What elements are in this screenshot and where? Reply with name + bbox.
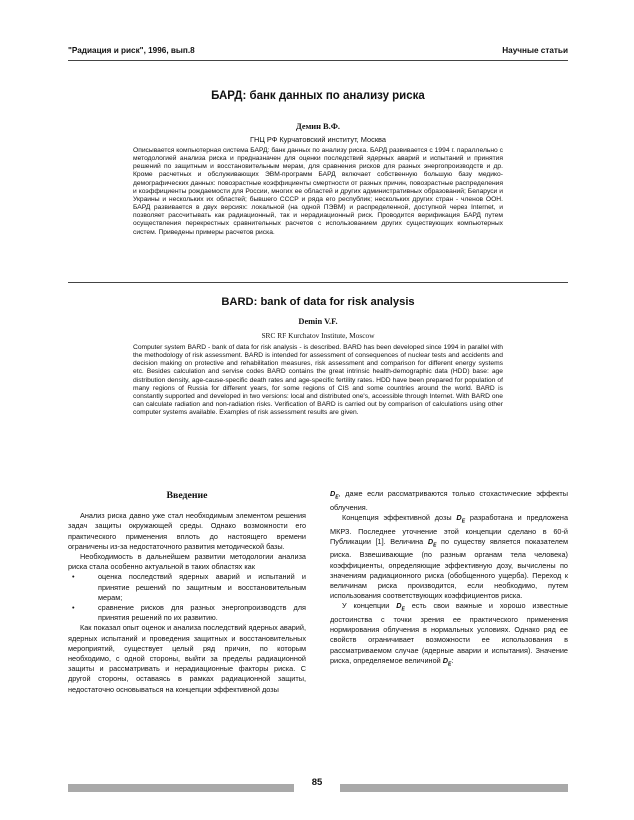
paragraph-1: Анализ риска давно уже стал необходимым элементом решения задач защиты окружающей среды. Однако возможности его практического применения вплоть до настоящего времени ограничены из-за недостаточного развития методической базы.	[68, 511, 306, 551]
list-item: • оценка последствий ядерных аварий и испытаний и принятие решений по защитным и восстановительным мерам;	[72, 572, 306, 602]
right-column	[330, 489, 568, 670]
footer-bar-left	[68, 784, 294, 792]
section-label: Научные статьи	[502, 46, 568, 55]
effective-dose-symbol: $D_E$	[427, 536, 437, 549]
journal-citation: "Радиация и риск", 1996, вып.8	[68, 46, 195, 55]
section-title: Введение	[166, 490, 208, 501]
list-item: • сравнение рисков для разных энергопроизводств для принятия решений по их развитию.	[72, 603, 306, 623]
bullet-list	[68, 572, 306, 623]
affiliation-ru: ГНЦ РФ Курчатовский институт, Москва	[249, 135, 387, 144]
effective-dose-symbol: $D_E$	[442, 655, 452, 668]
effective-dose-symbol: $D_E$	[396, 601, 405, 613]
title-ru: БАРД: банк данных по анализу риска	[211, 90, 425, 102]
effective-dose-symbol: $D_E$	[456, 512, 466, 525]
abstract-ru: Описывается компьютерная система БАРД: банк данных по анализу риска. БАРД развивается с 1994 г. параллельно с методологией анализа риска и предназначен для оценки последствий ядерных аварий и испытаний и принятия решений по защитным и восстановительным мерам, для сравнения рисков для разных энергопроизводств и др. Кроме расчетных и обслуживающих ЭВМ-программ БАРД включает собственную большую базу медико-демографических данных: повозрастные коэффициенты смертности от разных причин, повозрастные распределения и коэффициенты рождаемости для России, многих ее областей и других административных образований; Беларуси и Украины и нескольких их областей; бывшего СССР и ряда его республик; нескольких других стран - членов ООН. БАРД развивается в двух версиях: локальной (на одной ПЭВМ) и распределенной, доступной через Internet, и позволяет рассчитывать как радиационный, так и нерадиационный риск. Проводится верификация БАРД путем осуществления перекрестных сравнительных расчетов с использованием других существующих компьютерных систем. Приведены примеры расчетов риска.	[133, 147, 503, 236]
paragraph-3: Как показал опыт оценок и анализа последствий ядерных аварий, ядерных испытаний и проведения защитных и восстановительных мероприятий, существует целый ряд причин, по которым необходимо, с одной стороны, выйти за пределы радиационной защиты и рассматривать и нерадиационные факторы риска. С другой стороны, оставаясь в рамках радиационной защиты, недостаточно основываться на концепции эффективной дозы	[68, 623, 306, 694]
left-column	[68, 491, 306, 695]
bullet-icon: •	[72, 603, 75, 613]
page-number: 85	[311, 777, 323, 788]
title-en: BARD: bank of data for risk analysis	[221, 296, 415, 308]
author-en: Demin V.F.	[298, 317, 338, 326]
author-ru: Демин В.Ф.	[296, 122, 340, 131]
paragraph-3-continued: $D_E$, даже если рассматриваются только стохастические эффекты облучения.	[330, 489, 568, 512]
running-header	[68, 46, 568, 60]
affiliation-en: SRC RF Kurchatov Institute, Moscow	[261, 331, 375, 340]
bullet-icon: •	[72, 572, 75, 582]
abstract-en: Computer system BARD - bank of data for risk analysis - is described. BARD has been developed since 1994 in parallel with the methodology of risk assessment. BARD is intended for assessment of consequences of nuclear tests and accidents and decision making on protective and rehabilitation measures, risk assessment and comparison for different energy systems etc. Besides calculation and servise codes BARD contains the great intrinsic health-demographic data (HDD) base: age distribution density, age-cause-specific death rates and age-specific fertility rates. HDD have been prepared for population of many regions of Russia for different years, for some regions of CIS and some countries around the world. BARD is constantly supported and developed in two versions: local and distributed one's, accessible through Internet. With BARD one can calculate radiation and non-radiation risks. Verification of BARD is carried out by comparison of calculations using other computer systems available. Examples of risk assessment results are given.	[133, 344, 503, 417]
header-rule	[68, 60, 568, 61]
effective-dose-symbol: $D_E$	[330, 489, 339, 501]
paragraph-5: У концепции $D_E$ есть свои важные и хорошо известные достоинства с точки зрения ее практического применения нормирования облучения в нормальных условиях. Однако ряд ее свойств ограничивает возможности ее использования в рассматриваемом случае (ядерные аварии и испытания). Значение риска, определяемое величиной $D_E$:	[330, 601, 568, 668]
paragraph-4: Концепция эффективной дозы $D_E$ разработана и предложена МКРЗ. Последнее уточнение этой концепции сделано в 60-й Публикации [1]. Величина $D_E$ по существу является показателем риска. Взвешивающие (по разным органам тела человека) коэффициенты, определяющие эффективную дозу, вычислены по значениям радиационного риска (обобщенного ущерба). Переход к величинам риска производится, если необходимо, путем использования соответствующих коэффициентов риска.	[330, 512, 569, 601]
paragraph-2: Необходимость в дальнейшем развитии методологии анализа риска стала особенно актуальной в таких областях как	[68, 552, 306, 572]
footer-bar-right	[340, 784, 568, 792]
separator-rule	[68, 282, 568, 283]
